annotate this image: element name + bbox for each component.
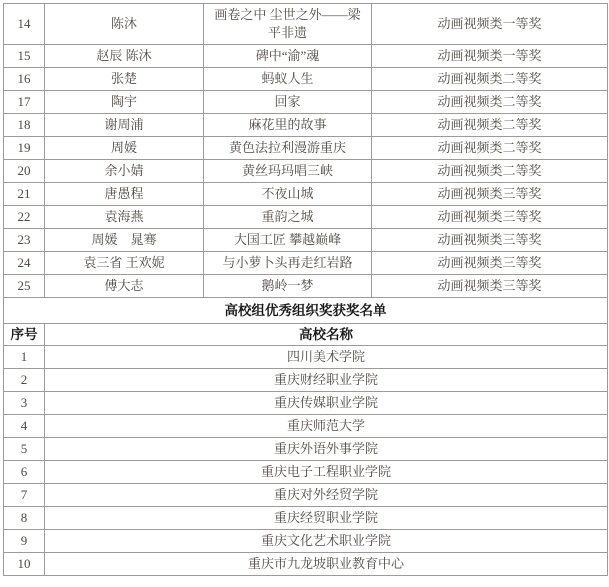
work-title-cell: 碑中“渝”魂 [204, 45, 372, 68]
column-header-college-name: 高校名称 [45, 324, 608, 346]
work-title-cell: 画卷之中 尘世之外——梁平非遗 [204, 4, 372, 45]
author-cell: 谢周浦 [45, 114, 204, 137]
row-number-cell: 19 [4, 137, 45, 160]
table-row [4, 183, 608, 206]
work-title-cell: 蚂蚁人生 [204, 68, 372, 91]
row-number-cell: 10 [4, 553, 45, 576]
row-number-cell: 2 [4, 369, 45, 392]
row-number-cell: 20 [4, 160, 45, 183]
author-cell: 陶宇 [45, 91, 204, 114]
author-cell: 余小婧 [45, 160, 204, 183]
college-name-cell: 重庆文化艺术职业学院 [45, 530, 608, 553]
table-row [4, 91, 608, 114]
author-cell: 陈沐 [45, 4, 204, 45]
award-cell: 动画视频类二等奖 [372, 114, 608, 137]
row-number-cell: 23 [4, 229, 45, 252]
work-title-cell: 回家 [204, 91, 372, 114]
column-header-row [4, 324, 608, 346]
college-name-cell: 重庆外语外事学院 [45, 438, 608, 461]
college-name-cell: 重庆传媒职业学院 [45, 392, 608, 415]
table-row [4, 206, 608, 229]
work-title-cell: 与小萝卜头再走红岩路 [204, 252, 372, 275]
table-row [4, 461, 608, 484]
author-cell: 袁海燕 [45, 206, 204, 229]
row-number-cell: 18 [4, 114, 45, 137]
table-row [4, 275, 608, 298]
award-cell: 动画视频类一等奖 [372, 45, 608, 68]
award-list-table [3, 3, 608, 576]
row-number-cell: 1 [4, 346, 45, 369]
row-number-cell: 17 [4, 91, 45, 114]
row-number-cell: 6 [4, 461, 45, 484]
row-number-cell: 5 [4, 438, 45, 461]
row-number-cell: 22 [4, 206, 45, 229]
row-number-cell: 16 [4, 68, 45, 91]
college-name-cell: 重庆经贸职业学院 [45, 507, 608, 530]
row-number-cell: 3 [4, 392, 45, 415]
section-title: 高校组优秀组织奖获奖名单 [4, 298, 608, 324]
row-number-cell: 21 [4, 183, 45, 206]
table-row [4, 45, 608, 68]
award-cell: 动画视频类三等奖 [372, 275, 608, 298]
row-number-cell: 24 [4, 252, 45, 275]
table-row [4, 507, 608, 530]
author-cell: 赵辰 陈沐 [45, 45, 204, 68]
section-header-row [4, 298, 608, 324]
table-row [4, 252, 608, 275]
table-row [4, 4, 608, 45]
row-number-cell: 4 [4, 415, 45, 438]
row-number-cell: 8 [4, 507, 45, 530]
table-row [4, 346, 608, 369]
table-row [4, 530, 608, 553]
table-row [4, 114, 608, 137]
author-cell: 袁三省 王欢妮 [45, 252, 204, 275]
table-row [4, 415, 608, 438]
row-number-cell: 14 [4, 4, 45, 45]
college-name-cell: 重庆市九龙坡职业教育中心 [45, 553, 608, 576]
college-name-cell: 重庆财经职业学院 [45, 369, 608, 392]
award-cell: 动画视频类一等奖 [372, 4, 608, 45]
table-row [4, 229, 608, 252]
table-row [4, 68, 608, 91]
table-row [4, 392, 608, 415]
author-cell: 周媛 [45, 137, 204, 160]
author-cell: 唐愚程 [45, 183, 204, 206]
row-number-cell: 15 [4, 45, 45, 68]
author-cell: 傅大志 [45, 275, 204, 298]
work-title-cell: 大国工匠 攀越巅峰 [204, 229, 372, 252]
award-cell: 动画视频类三等奖 [372, 229, 608, 252]
award-cell: 动画视频类三等奖 [372, 183, 608, 206]
college-name-cell: 四川美术学院 [45, 346, 608, 369]
award-cell: 动画视频类三等奖 [372, 206, 608, 229]
award-cell: 动画视频类二等奖 [372, 160, 608, 183]
work-title-cell: 麻花里的故事 [204, 114, 372, 137]
table-row [4, 553, 608, 576]
table-row [4, 438, 608, 461]
award-cell: 动画视频类二等奖 [372, 68, 608, 91]
author-cell: 周媛 晁骞 [45, 229, 204, 252]
table-row [4, 160, 608, 183]
row-number-cell: 7 [4, 484, 45, 507]
college-name-cell: 重庆对外经贸学院 [45, 484, 608, 507]
work-title-cell: 黄丝玛玛唱三峡 [204, 160, 372, 183]
award-cell: 动画视频类三等奖 [372, 252, 608, 275]
row-number-cell: 9 [4, 530, 45, 553]
table-row [4, 137, 608, 160]
award-cell: 动画视频类二等奖 [372, 137, 608, 160]
college-name-cell: 重庆电子工程职业学院 [45, 461, 608, 484]
college-name-cell: 重庆师范大学 [45, 415, 608, 438]
work-title-cell: 重韵之城 [204, 206, 372, 229]
table-row [4, 369, 608, 392]
work-title-cell: 鹅岭一梦 [204, 275, 372, 298]
column-header-no: 序号 [4, 324, 45, 346]
work-title-cell: 黄色法拉利漫游重庆 [204, 137, 372, 160]
row-number-cell: 25 [4, 275, 45, 298]
work-title-cell: 不夜山城 [204, 183, 372, 206]
author-cell: 张楚 [45, 68, 204, 91]
table-row [4, 484, 608, 507]
award-cell: 动画视频类二等奖 [372, 91, 608, 114]
